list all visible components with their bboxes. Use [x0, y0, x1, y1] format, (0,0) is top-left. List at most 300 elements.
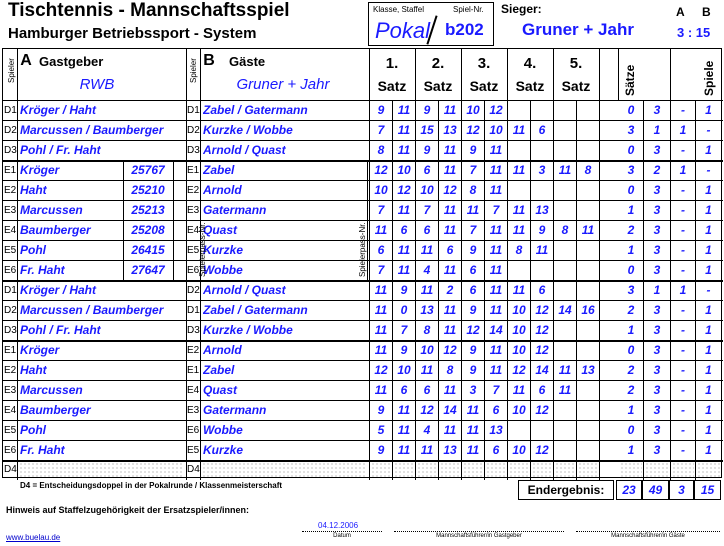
saetze-a: 3: [627, 283, 635, 297]
grid-line: [599, 140, 600, 160]
set-score: 7: [492, 383, 500, 397]
set-score: 11: [374, 303, 388, 317]
spiele-a: -: [681, 343, 685, 357]
team-b-letter: B: [203, 52, 215, 69]
set-score: 11: [420, 243, 434, 257]
pairing-a-code: E6: [4, 445, 17, 456]
datum-line: [302, 531, 382, 532]
set-score: [577, 321, 599, 339]
klasse-label: Klasse, Staffel: [373, 5, 424, 14]
end-spiele-a: 3: [669, 480, 694, 500]
set-score: 10: [420, 343, 434, 357]
set-score: 11: [558, 383, 572, 397]
spiele-a: -: [681, 103, 685, 117]
set-score: [554, 321, 576, 339]
set-score: [577, 441, 599, 459]
set-score: 12: [489, 103, 503, 117]
end-spiele-b: 15: [694, 480, 721, 500]
player-b-name: Wobbe: [203, 263, 243, 277]
saetze-b: 2: [653, 163, 661, 177]
set-score: 14: [489, 323, 503, 337]
set-score: 4: [423, 423, 431, 437]
pairing-a-code: D3: [4, 325, 17, 336]
grid-line: [599, 380, 600, 400]
set-score: [577, 121, 599, 139]
spiele-col-label: Spiele: [702, 60, 716, 96]
set-score: 6: [400, 383, 408, 397]
grid-line: [173, 220, 174, 240]
grid-line: [599, 320, 600, 340]
set-score: 9: [469, 303, 477, 317]
grid-line: [553, 49, 554, 100]
player-b-name: Kurzke: [203, 243, 244, 257]
grid-line: [599, 100, 600, 120]
set-score: 3: [538, 163, 546, 177]
pairing-a-code: D2: [4, 305, 17, 316]
pairing-b-code: E5: [187, 445, 200, 456]
set-score: 11: [397, 423, 411, 437]
set-score: 6: [423, 383, 431, 397]
final-score: 3 : 15: [677, 25, 711, 40]
satz-number-3: 3.: [477, 55, 491, 72]
spielnr-value: b202: [445, 20, 484, 39]
spiele-a: -: [681, 443, 685, 457]
saetze-b: 3: [653, 103, 661, 117]
set-score: 6: [400, 223, 408, 237]
saetze-a: 0: [627, 423, 635, 437]
set-score: 11: [489, 283, 503, 297]
sig-gastgeber-line: [394, 531, 564, 532]
spiele-a: -: [681, 403, 685, 417]
set-score: 11: [466, 423, 480, 437]
set-score: 10: [374, 183, 388, 197]
set-score: 11: [443, 103, 457, 117]
set-score: [577, 401, 599, 419]
set-score: [531, 261, 553, 279]
grid-line: [173, 240, 174, 260]
player-a-code: E2: [4, 185, 17, 196]
grid-line: [599, 260, 600, 280]
d4-dotted-result: [697, 462, 720, 479]
set-score: 12: [466, 323, 480, 337]
set-score: [554, 141, 576, 159]
spiele-a: -: [681, 303, 685, 317]
set-score: [577, 421, 599, 439]
saetze-a: 2: [627, 383, 635, 397]
set-score: 7: [469, 223, 477, 237]
spiele-b: 1: [705, 383, 712, 397]
pairing-a-name: Marcussen / Baumberger: [20, 303, 164, 317]
set-score: [508, 101, 530, 119]
spiele-b: 1: [705, 243, 712, 257]
d4-dotted-cell: [417, 462, 437, 479]
satz-label-2: Satz: [423, 78, 453, 94]
klasse-staffel-box: [368, 2, 494, 46]
spiele-b: -: [706, 163, 711, 177]
spiele-b: 1: [705, 223, 712, 237]
player-b-name: Arnold: [203, 183, 242, 197]
set-score: 11: [489, 263, 503, 277]
set-score: 14: [443, 403, 457, 417]
saetze-a: 3: [627, 123, 635, 137]
set-score: [577, 181, 599, 199]
satz-number-5: 5.: [569, 55, 583, 72]
set-score: 11: [489, 363, 503, 377]
saetze-a: 0: [627, 183, 635, 197]
player-a-name: Haht: [20, 183, 47, 197]
website-link[interactable]: www.buelau.de: [6, 533, 61, 542]
pairing-b-name: Quast: [203, 383, 238, 397]
player-b-code: E3: [187, 205, 200, 216]
spiele-b: 1: [705, 443, 712, 457]
saetze-a: 1: [627, 203, 635, 217]
set-score: 11: [489, 343, 503, 357]
player-b-code: E1: [187, 165, 200, 176]
set-score: [531, 101, 553, 119]
player-a-pass: 27647: [131, 263, 165, 277]
spiele-b: 1: [705, 303, 712, 317]
set-score: 12: [535, 323, 549, 337]
spiele-b: 1: [705, 343, 712, 357]
set-score: 11: [420, 283, 434, 297]
d4-code-a: D4: [4, 464, 17, 475]
saetze-a: 1: [627, 243, 635, 257]
spiele-b: -: [706, 283, 711, 297]
set-score: [554, 121, 576, 139]
grid-line: [599, 400, 600, 420]
set-score: 10: [397, 163, 411, 177]
grid-line: [599, 440, 600, 460]
set-score: 11: [443, 263, 457, 277]
set-score: 11: [558, 163, 572, 177]
saetze-a: 1: [627, 443, 635, 457]
saetze-b: 3: [653, 203, 661, 217]
datum-label: Datum: [333, 533, 351, 539]
pairing-b-code: E3: [187, 405, 200, 416]
saetze-b: 3: [653, 303, 661, 317]
pairing-b-name: Kurzke / Wobbe: [203, 323, 293, 337]
grid-line: [599, 360, 600, 380]
set-score: 11: [466, 403, 480, 417]
spiele-b: 1: [705, 203, 712, 217]
saetze-a: 2: [627, 303, 635, 317]
set-score: 11: [443, 423, 457, 437]
player-b-name: Gatermann: [203, 203, 267, 217]
set-score: 9: [469, 363, 477, 377]
d4-dotted-cell: [440, 462, 460, 479]
set-score: 11: [512, 123, 526, 137]
set-score: 6: [492, 403, 500, 417]
set-score: 11: [397, 403, 411, 417]
saetze-b: 1: [653, 283, 661, 297]
set-score: 13: [489, 423, 503, 437]
set-score: 11: [443, 223, 457, 237]
set-score: [554, 241, 576, 259]
set-score: 12: [466, 123, 480, 137]
pairing-a-code: E3: [4, 385, 17, 396]
grid-line: [670, 49, 671, 100]
saetze-b: 3: [653, 143, 661, 157]
saetze-a: 1: [627, 403, 635, 417]
set-score: 11: [420, 443, 434, 457]
set-score: 7: [469, 163, 477, 177]
pairing-b-name: Zabel / Gatermann: [203, 303, 308, 317]
grid-line: [599, 49, 600, 100]
grid-line: [599, 240, 600, 260]
set-score: 12: [535, 303, 549, 317]
set-score: 11: [512, 223, 526, 237]
grid-line: [415, 460, 416, 480]
spiele-b: 1: [705, 143, 712, 157]
satz-label-5: Satz: [561, 78, 591, 94]
saetze-b: 3: [653, 443, 661, 457]
set-score: 11: [397, 123, 411, 137]
end-saetze-a: 23: [616, 480, 642, 500]
set-score: 11: [443, 203, 457, 217]
saetze-a: 0: [627, 143, 635, 157]
d4-dotted-result: [620, 462, 642, 479]
set-score: 3: [469, 383, 477, 397]
set-score: 6: [492, 443, 500, 457]
set-score: 8: [446, 363, 454, 377]
d4-dotted-cell: [463, 462, 483, 479]
d4-dotted-area: [202, 462, 365, 479]
pairing-b-code: D1: [187, 105, 200, 116]
set-score: [554, 401, 576, 419]
spiele-b: 1: [705, 103, 712, 117]
set-score: 9: [469, 243, 477, 257]
set-score: 11: [443, 383, 457, 397]
player-a-name: Marcussen: [20, 203, 83, 217]
set-score: 14: [558, 303, 572, 317]
set-score: 12: [443, 343, 457, 357]
grid-line: [173, 260, 174, 280]
grid-line: [507, 49, 508, 100]
set-score: 11: [374, 283, 388, 297]
set-score: 10: [420, 183, 434, 197]
saetze-a: 1: [627, 323, 635, 337]
set-score: 9: [377, 443, 385, 457]
pairing-a-code: E2: [4, 365, 17, 376]
grid-line: [599, 160, 600, 180]
sig-gaeste-line: [576, 531, 720, 532]
set-score: [554, 261, 576, 279]
set-score: 12: [535, 343, 549, 357]
spiele-b: 1: [705, 183, 712, 197]
pairing-a-name: Pohl / Fr. Haht: [20, 143, 101, 157]
set-score: 7: [423, 203, 431, 217]
page-subtitle: Hamburger Betriebssport - System: [8, 25, 257, 42]
saetze-a: 2: [627, 363, 635, 377]
pairing-a-name: Kröger / Haht: [20, 283, 97, 297]
set-score: [577, 341, 599, 359]
grid-line: [599, 460, 600, 480]
grid-line: [599, 340, 600, 360]
set-score: 7: [400, 323, 408, 337]
satz-number-2: 2.: [431, 55, 445, 72]
pairing-a-code: E4: [4, 405, 17, 416]
set-score: 13: [443, 443, 457, 457]
set-score: 10: [512, 403, 526, 417]
saetze-b: 3: [653, 383, 661, 397]
set-score: [554, 181, 576, 199]
satz-number-1: 1.: [385, 55, 399, 72]
team-b-title: Gäste: [229, 54, 266, 69]
set-score: 13: [420, 303, 434, 317]
satz-number-4: 4.: [523, 55, 537, 72]
spiele-a: 1: [679, 163, 687, 177]
grid-line: [186, 49, 187, 100]
pairing-b-code: D2: [187, 125, 200, 136]
set-score: 11: [374, 383, 388, 397]
spiele-a: -: [681, 323, 685, 337]
set-score: 12: [512, 363, 526, 377]
pairing-a-name: Marcussen / Baumberger: [20, 123, 164, 137]
set-score: 11: [535, 243, 549, 257]
grid-line: [173, 200, 174, 220]
set-score: 6: [469, 283, 477, 297]
set-score: [508, 421, 530, 439]
footnote: D4 = Entscheidungsdoppel in der Pokalrunde / Klassenmeisterschaft: [20, 481, 283, 490]
set-score: 11: [397, 203, 411, 217]
set-score: [531, 181, 553, 199]
set-score: 11: [443, 163, 457, 177]
set-score: 9: [423, 103, 431, 117]
pairing-a-name: Fr. Haht: [20, 443, 65, 457]
set-score: 10: [397, 363, 411, 377]
player-b-code: E4: [187, 225, 200, 236]
set-score: 6: [423, 163, 431, 177]
klasse-value: Pokal: [375, 18, 431, 43]
score-sheet: [2, 0, 722, 546]
saetze-a: 0: [627, 103, 635, 117]
set-score: 11: [397, 143, 411, 157]
set-score: 11: [489, 183, 503, 197]
player-a-pass: 25767: [131, 163, 165, 177]
set-score: [554, 421, 576, 439]
set-score: 9: [469, 143, 477, 157]
sig-gaeste-label: Mannschaftsführer/in Gäste: [611, 533, 685, 539]
spiele-b: 1: [705, 423, 712, 437]
sieger-value: Gruner + Jahr: [522, 20, 634, 39]
saetze-b: 1: [653, 123, 661, 137]
team-a-letter: A: [20, 52, 32, 69]
grid-line: [415, 49, 416, 100]
saetze-b: 3: [653, 403, 661, 417]
set-score: 8: [377, 143, 385, 157]
spiele-b: -: [706, 123, 711, 137]
pairing-a-code: D3: [4, 145, 17, 156]
pairing-b-code: D1: [187, 305, 200, 316]
spiele-a: -: [681, 423, 685, 437]
satz-label-4: Satz: [515, 78, 545, 94]
grid-line: [670, 460, 671, 480]
player-a-code: E5: [4, 245, 17, 256]
saetze-a: 3: [627, 163, 635, 177]
spiele-b: 1: [705, 363, 712, 377]
spiele-a: -: [681, 143, 685, 157]
satz-label-1: Satz: [377, 78, 407, 94]
set-score: [531, 141, 553, 159]
spiele-a: -: [681, 183, 685, 197]
grid-line: [392, 460, 393, 480]
set-score: 10: [489, 123, 503, 137]
grid-line: [576, 460, 577, 480]
player-a-name: Pohl: [20, 243, 46, 257]
set-score: 9: [469, 343, 477, 357]
set-score: 11: [374, 323, 388, 337]
set-score: 10: [512, 343, 526, 357]
grid-line: [530, 460, 531, 480]
pairing-b-code: E4: [187, 385, 200, 396]
set-score: [531, 421, 553, 439]
team-b-name: Gruner + Jahr: [236, 76, 330, 93]
set-score: [508, 261, 530, 279]
pairing-b-name: Arnold / Quast: [203, 283, 286, 297]
grid-line: [599, 180, 600, 200]
set-score: [554, 441, 576, 459]
pairing-a-code: E5: [4, 425, 17, 436]
pairing-a-name: Haht: [20, 363, 47, 377]
team-b-label: B: [702, 5, 711, 19]
spielnr-label: Spiel-Nr.: [453, 5, 484, 14]
team-a-label: A: [676, 5, 685, 19]
pairing-b-code: E6: [187, 425, 200, 436]
pairing-a-name: Kröger / Haht: [20, 103, 97, 117]
spiele-a: 1: [679, 123, 687, 137]
set-score: 6: [469, 263, 477, 277]
set-score: 11: [466, 203, 480, 217]
spiele-a: -: [681, 223, 685, 237]
pairing-a-name: Pohl / Fr. Haht: [20, 323, 101, 337]
grid-line: [618, 49, 619, 100]
set-score: 6: [377, 243, 385, 257]
set-score: 8: [584, 163, 592, 177]
grid-line: [17, 49, 18, 100]
grid-line: [599, 280, 600, 300]
grid-line: [461, 460, 462, 480]
d4-code-b: D4: [187, 464, 200, 475]
pairing-b-code: D3: [187, 145, 200, 156]
set-score: [577, 201, 599, 219]
saetze-b: 3: [653, 183, 661, 197]
set-score: 7: [377, 263, 385, 277]
grid-line: [599, 200, 600, 220]
set-score: 12: [397, 183, 411, 197]
set-score: 6: [538, 123, 546, 137]
grid-line: [438, 460, 439, 480]
set-score: 10: [512, 323, 526, 337]
d4-dotted-cell: [509, 462, 529, 479]
player-a-code: E4: [4, 225, 17, 236]
endergebnis-label: Endergebnis:: [518, 480, 614, 500]
pairing-b-name: Zabel / Gatermann: [203, 103, 308, 117]
set-score: 11: [489, 163, 503, 177]
set-score: [554, 281, 576, 299]
grid-line: [599, 300, 600, 320]
player-a-pass: 26415: [131, 243, 165, 257]
player-a-pass: 25208: [131, 223, 165, 237]
set-score: 8: [515, 243, 523, 257]
spiele-a: -: [681, 383, 685, 397]
set-score: [554, 341, 576, 359]
spiele-a: 1: [679, 283, 687, 297]
saetze-b: 3: [653, 223, 661, 237]
spiele-b: 1: [705, 403, 712, 417]
pairing-b-name: Gatermann: [203, 403, 267, 417]
set-score: 7: [492, 203, 500, 217]
set-score: 14: [535, 363, 549, 377]
